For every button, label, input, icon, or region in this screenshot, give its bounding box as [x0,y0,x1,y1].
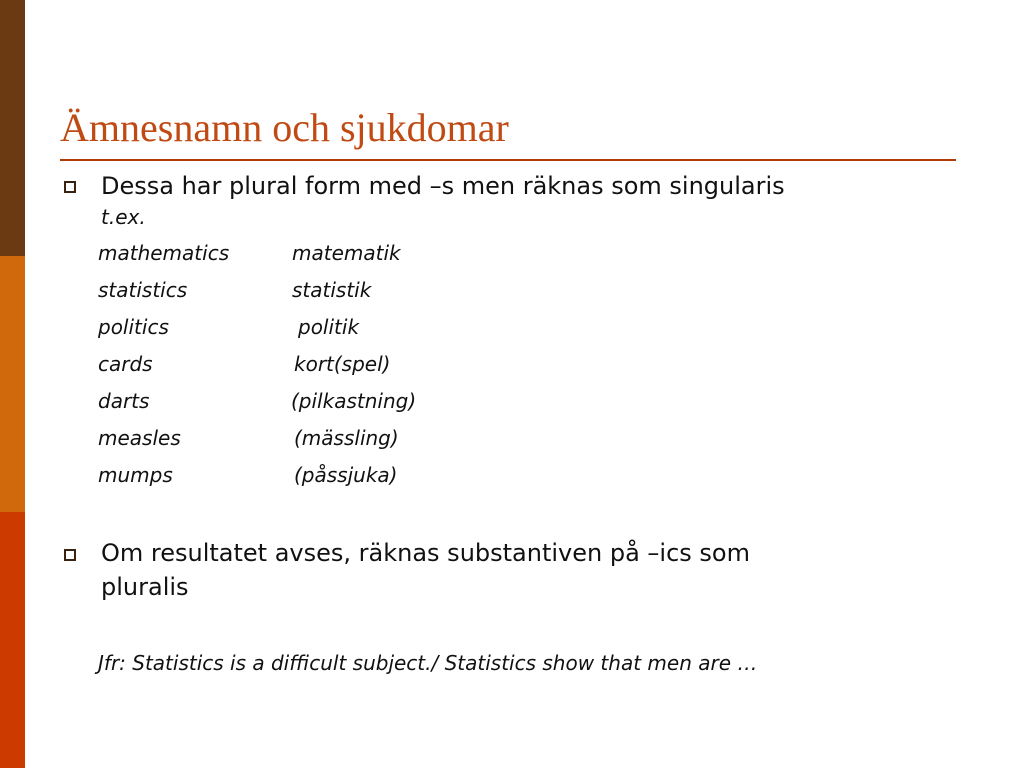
english-word: cards [98,352,153,376]
english-word: mumps [98,463,173,487]
swedish-word: kort(spel) [294,352,391,376]
english-word: politics [98,315,169,339]
slide-title: Ämnesnamn och sjukdomar [60,105,509,150]
comparison-note: Jfr: Statistics is a difficult subject./ Statistics show that men are … [98,651,758,675]
english-word: mathematics [98,241,230,265]
bullet-text-2-line2: pluralis [101,573,189,601]
title-divider [60,159,956,161]
swedish-word: statistik [292,278,372,302]
side-bar-dark [0,0,25,256]
swedish-word: (påssjuka) [294,463,398,487]
square-bullet-icon [64,181,76,193]
swedish-word: politik [298,315,360,339]
swedish-word: matematik [292,241,401,265]
bullet-text-2-line1: Om resultatet avses, räknas substantiven på –ics som [101,539,750,567]
swedish-word: (pilkastning) [291,389,417,413]
swedish-word: (mässling) [294,426,399,450]
square-bullet-icon [64,549,76,561]
side-bar-orange [0,256,25,512]
bullet-text-1: Dessa har plural form med –s men räknas som singularis [101,172,785,200]
english-word: measles [98,426,181,450]
english-word: statistics [98,278,188,302]
example-intro: t.ex. [101,205,146,229]
english-word: darts [98,389,150,413]
side-bar-red [0,512,25,768]
